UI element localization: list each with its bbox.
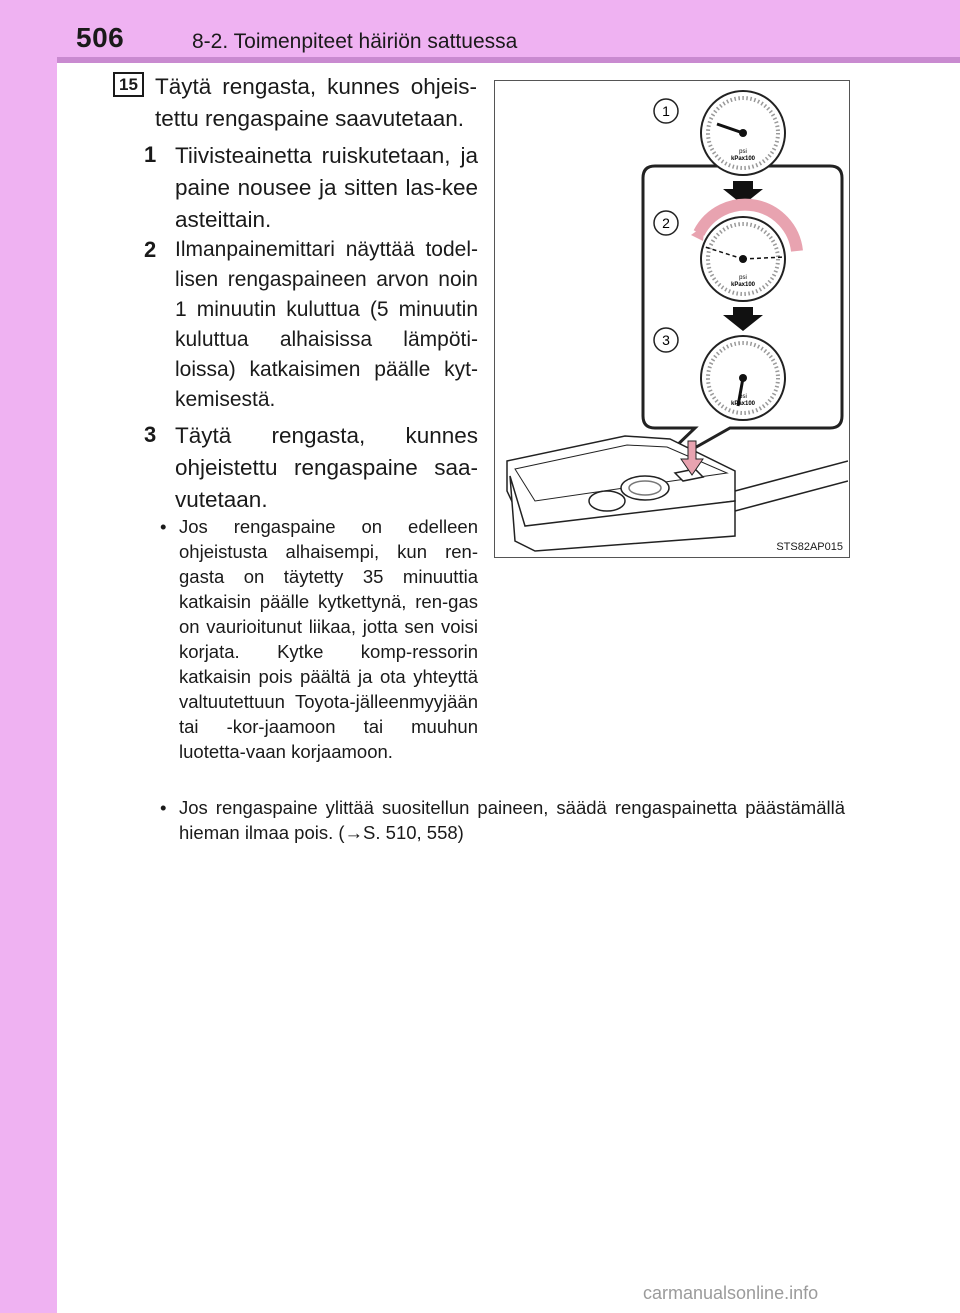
substep-1 <box>144 140 478 236</box>
gauge-unit-psi: psi <box>739 394 747 400</box>
gauge-unit-kpa: kPax100 <box>730 401 756 407</box>
bullet-text: Jos rengaspaine ylittää suositellun paineen, säädä rengaspainetta päästämällä hieman ilmaa pois. (→S. 510, 558) <box>179 797 845 843</box>
substep-number: 2 <box>144 237 157 262</box>
page-number: 506 <box>76 22 125 53</box>
step-number-badge: 15 <box>113 72 144 97</box>
callout-circle <box>654 328 678 352</box>
bullet-item <box>160 514 478 764</box>
watermark: carmanualsonline.info <box>643 1283 819 1303</box>
bullet-mark: • <box>160 797 167 818</box>
callout-number: 3 <box>662 332 670 348</box>
compressor-unit <box>507 436 848 551</box>
callout-circle <box>654 211 678 235</box>
section-title: 8-2. Toimenpiteet häiriön sattuessa <box>192 30 518 53</box>
callout-number: 2 <box>662 215 670 231</box>
gauge-unit-kpa: kPax100 <box>730 282 756 288</box>
pressure-gauge-3 <box>701 336 785 420</box>
substep-text: Täytä rengasta, kunnes ohjeistettu rengaspaine saa-vutetaan. <box>175 423 478 512</box>
substep-number: 3 <box>144 422 157 447</box>
bullet-mark: • <box>160 516 167 537</box>
substep-text: Ilmanpainemittari näyttää todel-lisen rengaspaineen arvon noin 1 minuutin kuluttua (5 minuutin kuluttua alhaisissa lämpöti-loissa) katkaisimen päälle kyt-kemisestä. <box>175 238 478 411</box>
substep-text: Tiivisteainetta ruiskutetaan, ja paine nousee ja sitten las-kee asteittain. <box>175 143 478 232</box>
bullet-text: Jos rengaspaine on edelleen ohjeistusta alhaisempi, kun ren-gasta on täytetty 35 minuuttia katkaisin päälle kytkettynä, ren-gas on vaurioitunut liikaa, jotta sen voisi korjata. Kytke komp-ressorin katkaisin pois päältä ja ota yhteyttä valtuutettuun Toyota-jälleenmyyjään tai -kor-jaamoon tai muuhun luotetta-vaan korjaamoon. <box>179 516 478 762</box>
compressor-gauge-svg <box>495 81 848 556</box>
pressure-gauge-1 <box>701 91 785 175</box>
callout-number: 1 <box>662 103 670 119</box>
gauge-unit-kpa: kPax100 <box>730 156 756 162</box>
figure-code: STS82AP015 <box>776 541 843 553</box>
compressor-illustration <box>494 80 850 558</box>
header-rule <box>57 57 960 63</box>
substep-3 <box>144 420 478 516</box>
substep-2 <box>144 235 478 415</box>
side-color-band <box>0 0 57 1313</box>
gauge-unit-psi: psi <box>739 275 747 281</box>
substep-number: 1 <box>144 142 157 167</box>
gauge-unit-psi: psi <box>739 149 747 155</box>
bullet-item <box>160 795 845 845</box>
step-instruction: Täytä rengasta, kunnes ohjeis-tettu rengaspaine saavutetaan. <box>155 74 477 131</box>
callout-circle <box>654 99 678 123</box>
